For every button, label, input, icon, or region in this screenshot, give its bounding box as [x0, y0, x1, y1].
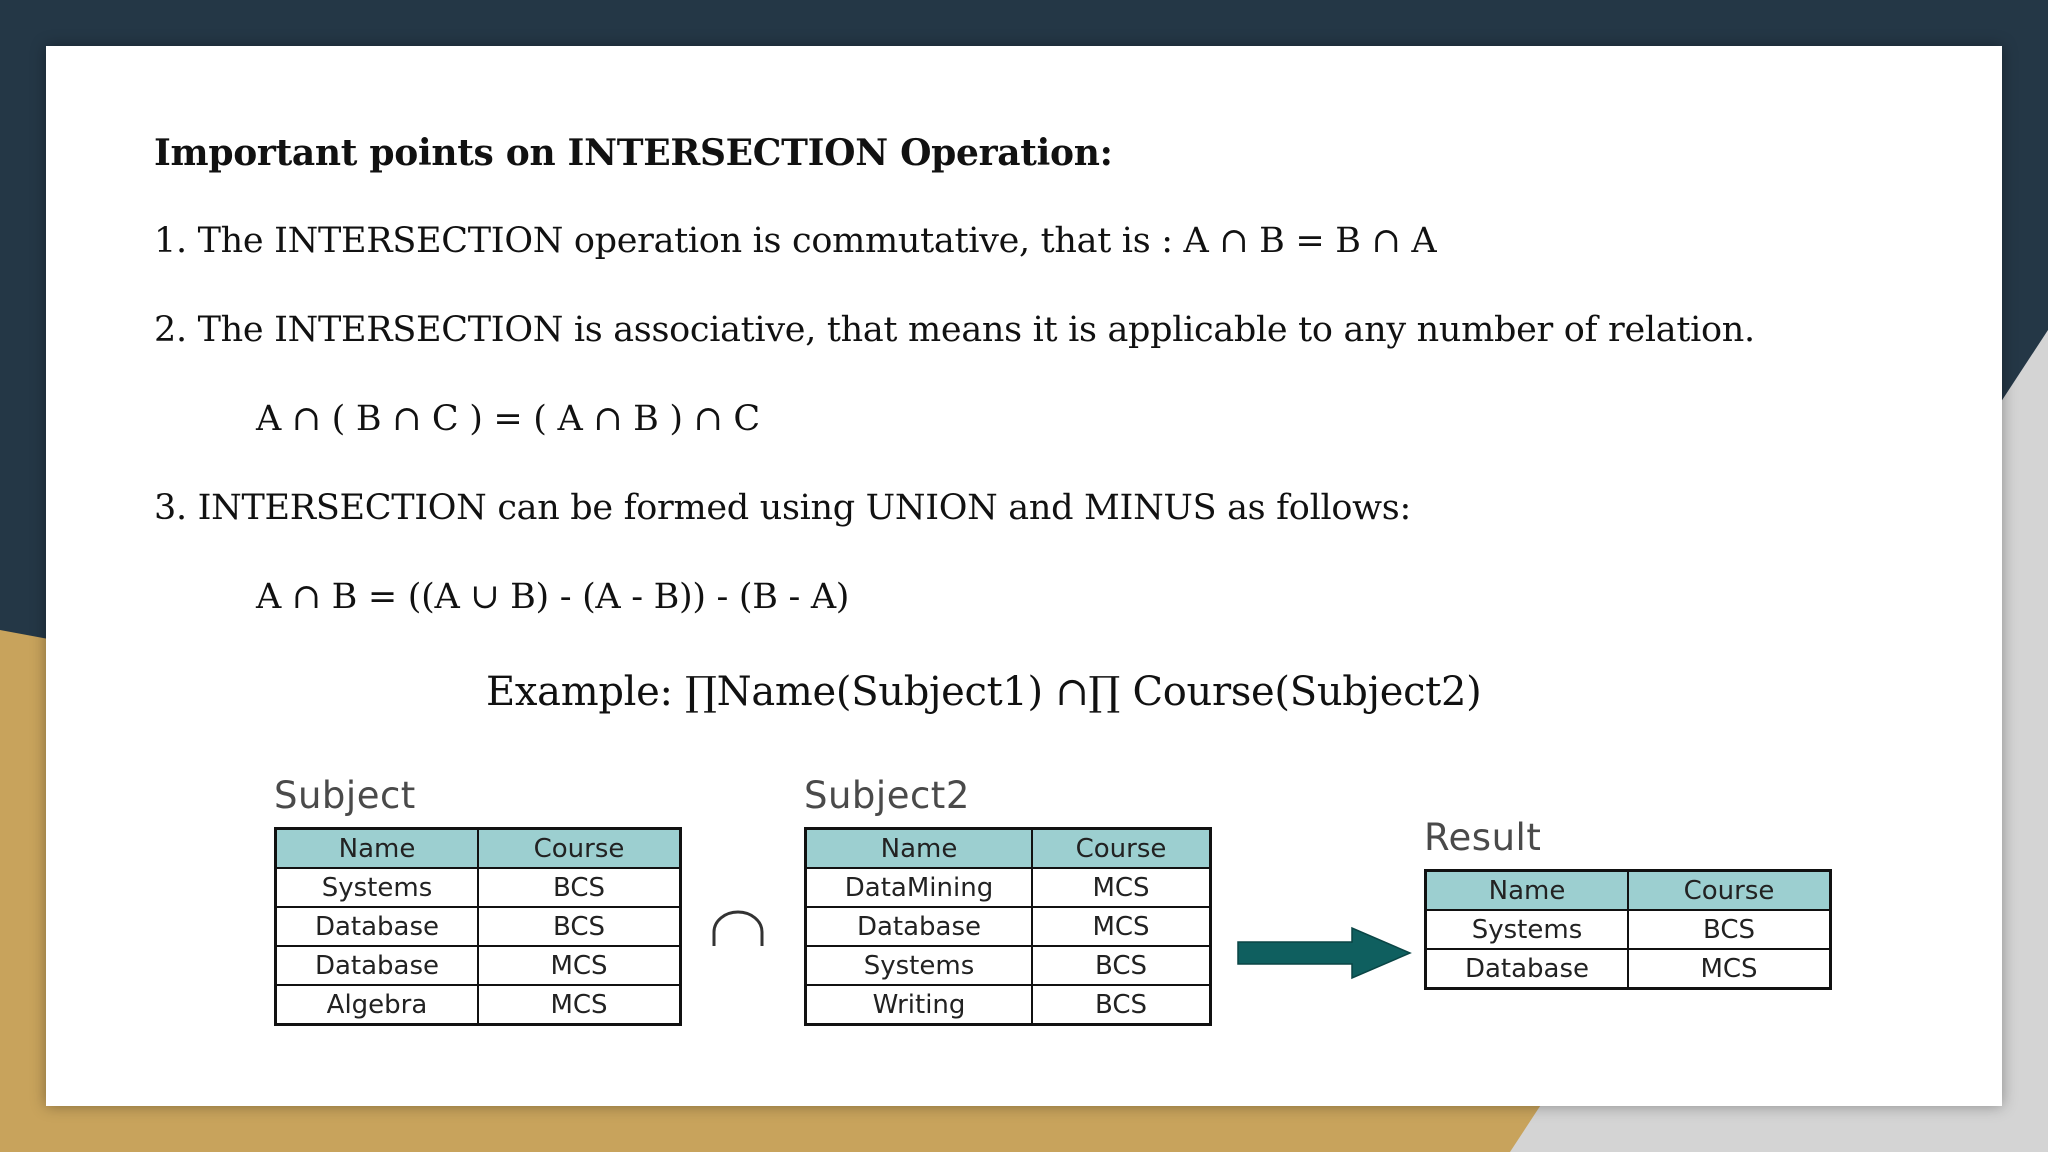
associative-formula: A ∩ ( B ∩ C ) = ( A ∩ B ) ∩ C: [256, 399, 760, 439]
table-row: [806, 868, 1211, 907]
column-header-course: Course: [1032, 829, 1211, 869]
subject2-table-block: [804, 774, 1212, 1026]
cell-name: Database: [806, 907, 1033, 946]
union-minus-formula: A ∩ B = ((A ∪ B) - (A - B)) - (B - A): [256, 577, 850, 617]
intersection-symbol-icon: [710, 908, 766, 948]
table-header-row: [1426, 871, 1831, 911]
column-header-course: Course: [478, 829, 681, 869]
table-row: [276, 946, 681, 985]
subject1-caption: Subject: [274, 774, 416, 817]
column-header-name: Name: [806, 829, 1033, 869]
slide-heading: Important points on INTERSECTION Operation:: [154, 132, 1113, 174]
cell-course: MCS: [1032, 868, 1211, 907]
cell-name: Systems: [806, 946, 1033, 985]
cell-name: DataMining: [806, 868, 1033, 907]
point-commutative: 1. The INTERSECTION operation is commutative, that is : A ∩ B = B ∩ A: [154, 221, 1437, 261]
point-union-minus: 3. INTERSECTION can be formed using UNION and MINUS as follows:: [154, 488, 1411, 528]
cell-name: Database: [1426, 949, 1629, 989]
result-table-block: [1424, 816, 1832, 990]
table-header-row: [806, 829, 1211, 869]
cell-name: Database: [276, 946, 479, 985]
result-table: [1424, 869, 1832, 990]
table-row: [276, 985, 681, 1025]
subject1-table: [274, 827, 682, 1026]
slide: [46, 46, 2002, 1106]
table-row: [806, 985, 1211, 1025]
column-header-course: Course: [1628, 871, 1831, 911]
point-associative: 2. The INTERSECTION is associative, that means it is applicable to any number of relation.: [154, 310, 1755, 350]
cell-course: MCS: [1032, 907, 1211, 946]
cell-course: BCS: [1628, 910, 1831, 949]
table-row: [806, 907, 1211, 946]
cell-course: MCS: [478, 985, 681, 1025]
cell-course: MCS: [1628, 949, 1831, 989]
column-header-name: Name: [1426, 871, 1629, 911]
cell-course: BCS: [1032, 946, 1211, 985]
cell-name: Writing: [806, 985, 1033, 1025]
cell-course: BCS: [1032, 985, 1211, 1025]
table-row: [276, 868, 681, 907]
table-row: [1426, 949, 1831, 989]
table-header-row: [276, 829, 681, 869]
subject2-table: [804, 827, 1212, 1026]
cell-name: Database: [276, 907, 479, 946]
cell-name: Systems: [276, 868, 479, 907]
result-caption: Result: [1424, 816, 1542, 859]
cell-course: BCS: [478, 907, 681, 946]
cell-course: BCS: [478, 868, 681, 907]
table-row: [1426, 910, 1831, 949]
table-row: [806, 946, 1211, 985]
table-row: [276, 907, 681, 946]
cell-name: Algebra: [276, 985, 479, 1025]
cell-course: MCS: [478, 946, 681, 985]
right-arrow-icon: [1236, 926, 1412, 980]
cell-name: Systems: [1426, 910, 1629, 949]
subject2-caption: Subject2: [804, 774, 970, 817]
column-header-name: Name: [276, 829, 479, 869]
subject1-table-block: [274, 774, 682, 1026]
example-expression: Example: ∏Name(Subject1) ∩∏ Course(Subject2): [486, 669, 1482, 715]
